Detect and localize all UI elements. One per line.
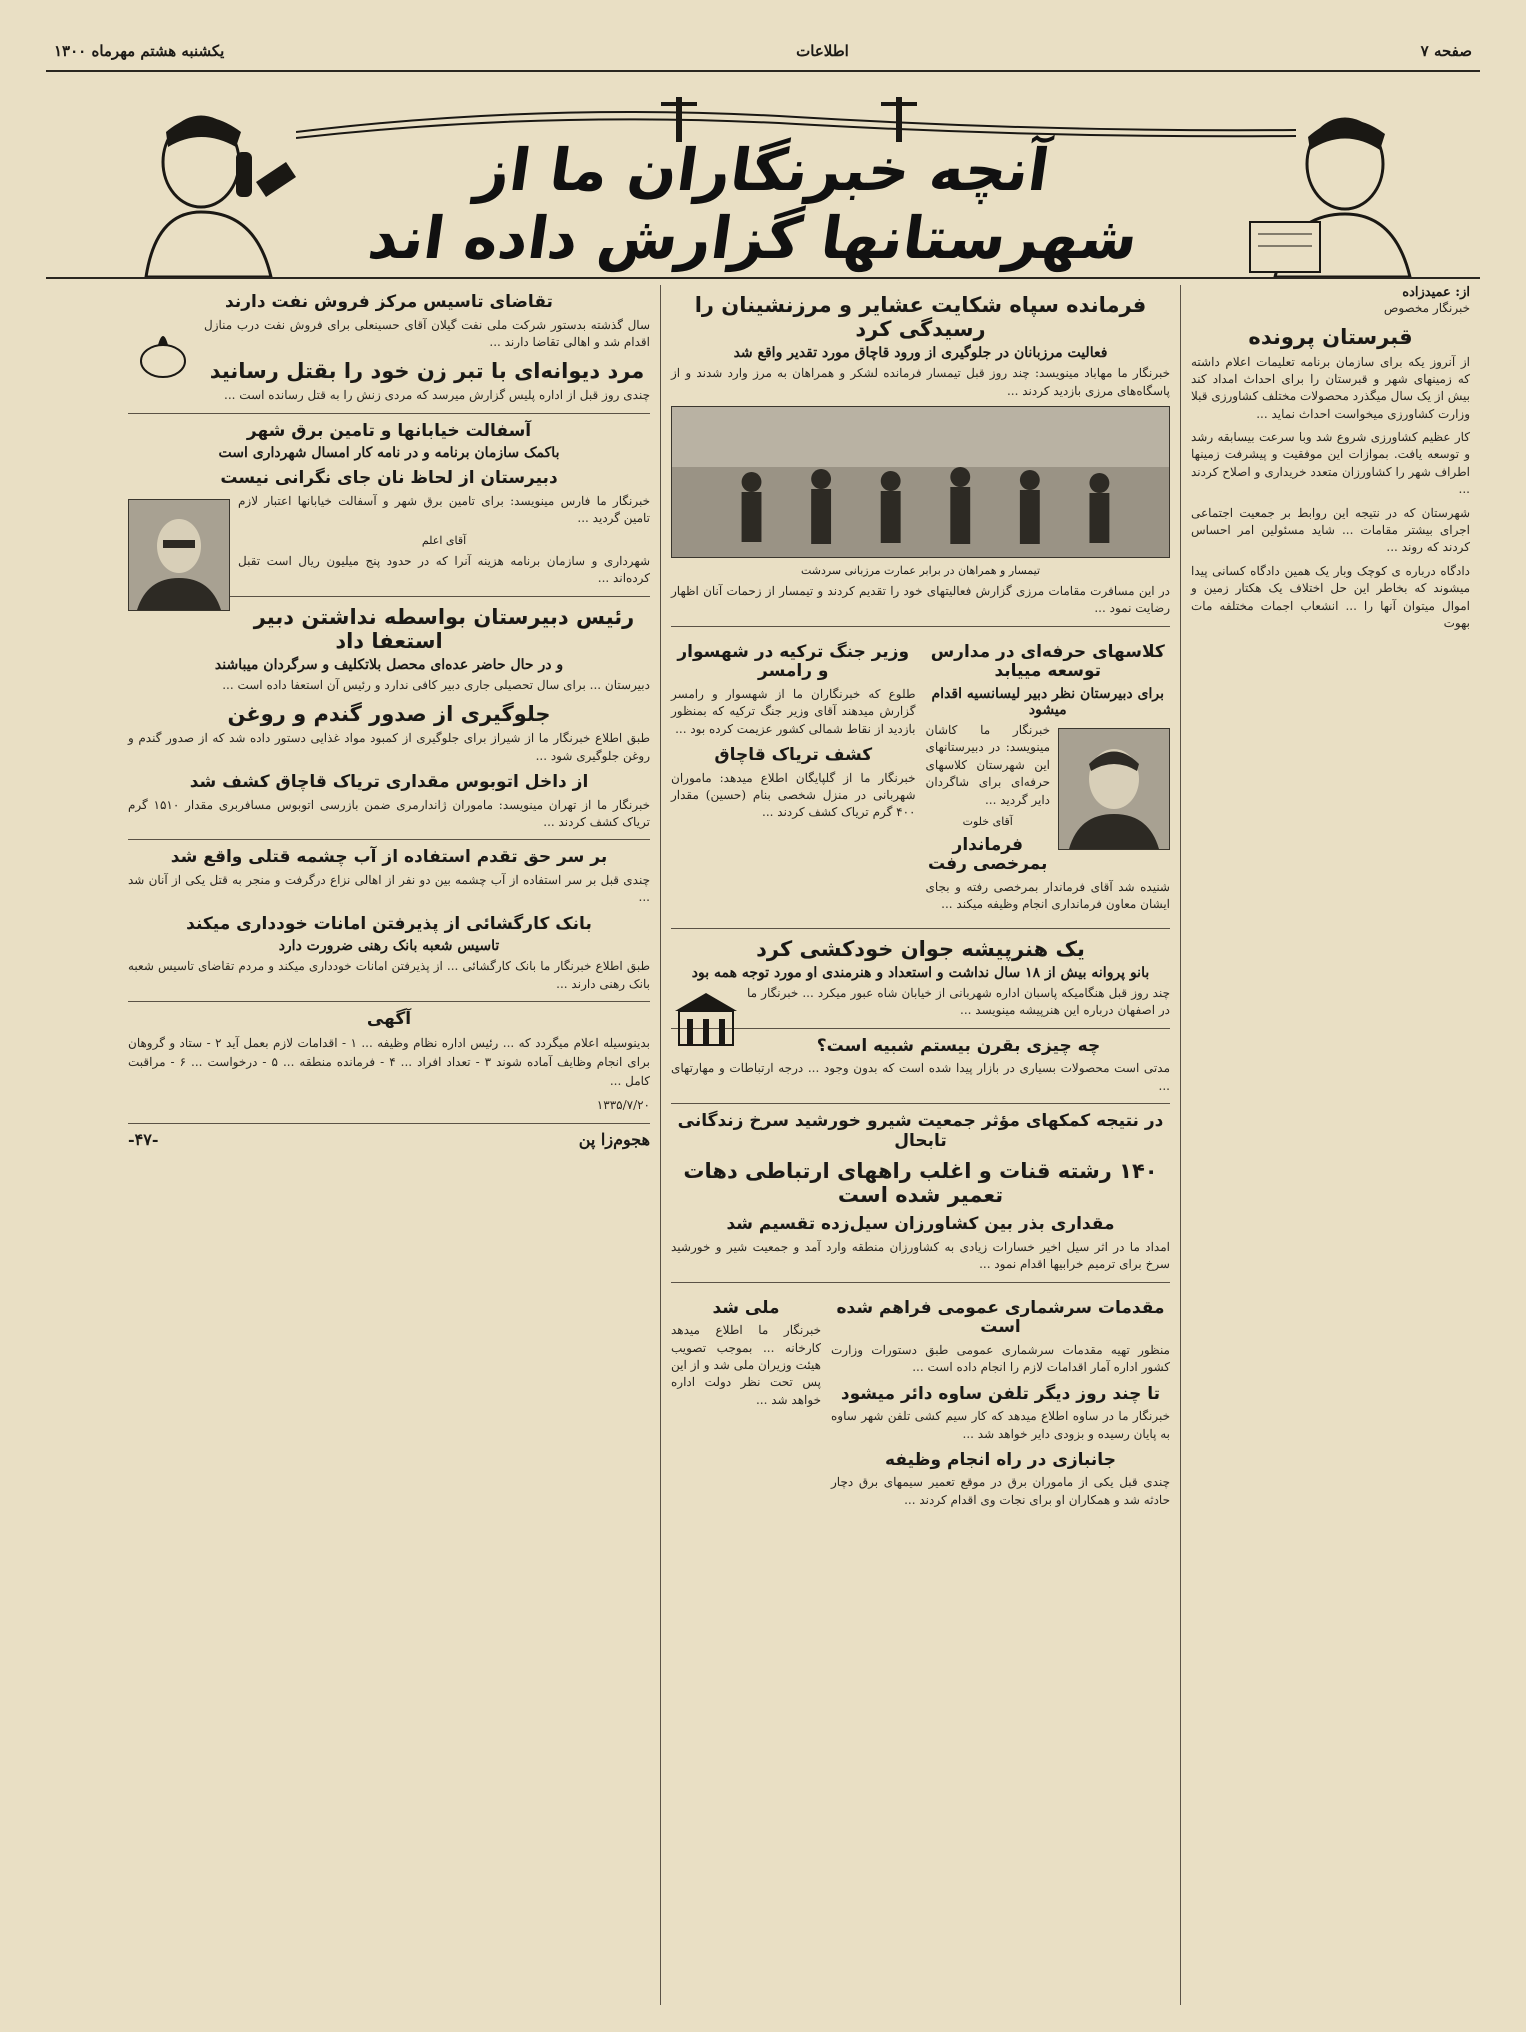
headline-commander: فرمانده سپاه شکایت عشایر و مرزنشینان را رسیدگی کرد (694, 293, 1147, 342)
headline-qanat-2: ۱۴۰ رشته قنات و اغلب راههای ارتباطی دهات تعمیر شده است (683, 1159, 1158, 1208)
divider (128, 839, 650, 840)
telephone-wires-illustration (296, 92, 1296, 142)
asphalt-paragraph: خبرنگار ما فارس مینویسد: برای تامین برق شهر و آسفالت خیابانها اعتبار لازم تامین گردید ... (238, 493, 650, 526)
headline-phone: تا چند روز دیگر تلفن ساوه دائر میشود (840, 1383, 1161, 1404)
divider (671, 626, 1170, 627)
page-number: صفحه ۷ (1420, 42, 1472, 60)
left-column (118, 285, 660, 2005)
bank-paragraph: طبق اطلاع خبرنگار ما بانک کارگشائی ... از پذیرفتن امانات خودداری میکند و مردم تقاضای تاسیس شعبه بانک رهنی دارند ... (128, 959, 650, 991)
divider (671, 1028, 1170, 1029)
notice-footer-number: -۴۷- (128, 1129, 159, 1149)
minister-paragraph: طلوع که خبرنگاران ما از شهسوار و رامسر گزارش میدهند آقای وزیر جنگ ترکیه که بمنظور بازدید از نقاط شمالی کشور عزیمت کرده بود ... (671, 686, 916, 736)
oil-paragraph: سال گذشته بدستور شرکت ملی نفت گیلان آقای حسینعلی برای فروش نفت درب منازل اقدام شد و اهالی تقاضا دارند ... (204, 317, 650, 349)
headline-principal: رئیس دبیرستان بواسطه نداشتن دبیر استعفا داد (253, 604, 635, 653)
headline-school-bread: دبیرستان از لحاظ نان جای نگرانی نیست (220, 468, 558, 489)
divider (671, 928, 1170, 929)
census-paragraph: منظور تهیه مقدمات سرشماری عمومی طبق دستورات وزارت کشور اداره آمار اقدامات لازم را انجام داده است ... (831, 1342, 1170, 1375)
classes-paragraph: خبرنگار ما کاشان مینویسد: در دبیرستانهای این شهرستان کلاسهای حرفه‌ای برای شاگردان دایر گردید ... (925, 722, 1050, 807)
cemetery-paragraph-3: شهرستان که در نتیجه این روابط بر جمعیت اجتماعی اجرای بیشتر مقامات ... شاید مسئولین امر احساس کردند که روند ... (1191, 505, 1470, 555)
phone-paragraph: خبرنگار ما در ساوه اطلاع میدهد که کار سیم کشی تلفن شهر ساوه به پایان رسیده و بزودی دایر خواهد شد ... (831, 1409, 1170, 1441)
lower-split (671, 1291, 1170, 1516)
notice-body: بدینوسیله اعلام میگردد که ... رئیس اداره نظام وظیفه ... ۱ - اقدامات لازم بعمل آید ۲ - ستاد و گروهان برای انجام وظایف آماده شوند ۳ - تعداد افراد ... ۴ - فرمانده منطقه ... ۵ - درخواست ... ۶ - مراقبت کامل ... (128, 1035, 650, 1089)
headline-qanat-3: مقداری بذر بین کشاورزان سیل‌زده تقسیم شد (726, 1214, 1115, 1235)
nationality-block (671, 1291, 821, 1516)
article-byline: از: عمیدزاده (1402, 285, 1470, 300)
official-photo (128, 499, 230, 611)
middle-column (660, 285, 1180, 2005)
divider (671, 1103, 1170, 1104)
headline-thing: چه چیزی بقرن بیستم شبیه است؟ (816, 1035, 1101, 1056)
thing-paragraph: مدتی است محصولات بسیاری در بازار پیدا شده است که بدون وجود ... درجه ارتباطات و مهارتهای ... (671, 1061, 1170, 1093)
census-block (831, 1291, 1170, 1516)
classes-minister-split (671, 635, 1170, 920)
portrait-caption: آقای خلوت (962, 814, 1013, 828)
notice-footer-label: هجوم‌زا پن (578, 1129, 650, 1149)
headline-spring-murder: بر سر حق تقدم استفاده از آب چشمه قتلی واقع شد (170, 847, 608, 868)
subhead-asphalt: باکمک سازمان برنامه و در نامه کار امسال شهرداری است (218, 445, 560, 462)
byline-role: خبرنگار مخصوص (1383, 301, 1470, 315)
subhead-principal: و در حال حاضر عده‌ای محصل بلاتکلیف و سرگردان میباشند (214, 656, 564, 673)
artist-paragraph: چند روز قبل هنگامیکه پاسبان اداره شهربانی از خیابان شاه عبور میکرد ... خبرنگار ما در اصفهان درباره این هنرپیشه مینویسد ... (747, 985, 1171, 1018)
subhead-artist: بانو پروانه بیش از ۱۸ سال نداشت و استعداد و هنرمندی او مورد توجه همه بود (691, 964, 1150, 981)
headline-qanat-1: در نتیجه کمکهای مؤثر جمعیت شیرو خورشید سرخ زندگانی تابحال (677, 1111, 1164, 1151)
nationality-paragraph: خبرنگار ما اطلاع میدهد کارخانه ... بموجب تصویب هیئت وزیران ملی شد و از این پس تحت نظر دولت اداره خواهد شد ... (671, 1323, 821, 1407)
headline-asphalt: آسفالت خیابانها و تامین برق شهر (246, 420, 532, 441)
headline-sacrifice: جانبازی در راه انجام وظیفه (885, 1449, 1116, 1470)
issue-date: یکشنبه هشتم مهرماه ۱۳۰۰ (54, 42, 225, 60)
headline-oil: تقاضای تاسیس مرکز فروش نفت دارند (225, 292, 553, 312)
classes-block (926, 635, 1171, 920)
subhead-classes: برای دبیرستان نظر دبیر لیسانسیه اقدام میشود (931, 685, 1164, 718)
headline-smuggle: کشف تریاک قاچاق (714, 745, 873, 766)
right-column (1180, 285, 1480, 2005)
oil-lamp-icon (128, 321, 198, 381)
reporter-writing-illustration (1230, 102, 1440, 277)
commander-photo-caption: تیمسار و همراهان در برابر عمارت مرزبانی سردشت (800, 564, 1041, 578)
headline-census: مقدمات سرشماری عمومی فراهم شده است (836, 1297, 1165, 1338)
headline-nationality: ملی شد (712, 1297, 780, 1318)
sacrifice-paragraph: چندی قبل یکی از ماموران برق در موقع تعمیر سیمهای برق دچار حادثه شد و همکاران او برای نجات وی اقدام کردند ... (831, 1475, 1170, 1507)
notice-footer (128, 1123, 650, 1149)
divider (128, 413, 650, 414)
subhead-bank: تاسیس شعبه بانک رهنی ضرورت دارد (278, 938, 500, 955)
notice-date: ۱۳۳۵/۷/۲۰ (596, 1098, 650, 1113)
headline-minister: وزیر جنگ ترکیه در شهسوار و رامسر (677, 641, 910, 682)
subhead-commander: فعالیت مرزبانان در جلوگیری از ورود قاچاق مورد تقدیر واقع شد (733, 345, 1108, 362)
portrait-icon (129, 500, 229, 610)
paper-name: اطلاعات (796, 42, 849, 60)
commander-photo (671, 406, 1170, 558)
official-photo-caption: آقای اعلم (421, 533, 467, 547)
group-photo-icon (672, 407, 1169, 557)
smuggle-paragraph: خبرنگار ما از گلپایگان اطلاع میدهد: ماموران شهربانی در منزل شخصی بنام (حسین) مقدار ۴۰۰ گرم تریاک کشف کردند ... (671, 770, 916, 820)
governor-paragraph: شنیده شد آقای فرماندار بمرخصی رفته و بجای ایشان معاون فرمانداری انجام وظیفه میکند ... (925, 879, 1170, 912)
cemetery-paragraph-1: از آنروز یکه برای سازمان برنامه تعلیمات اعلام داشته که زمینهای شهر و قبرستان را برای احداث امداد کند بیش از یک سال میگذرد محصولات مختلف کشاورزی قبلا وزارت کشاورزی میخواست احداث نماید ... (1190, 354, 1470, 421)
headline-classes: کلاسهای حرفه‌ای در مدارس توسعه مییابد (930, 641, 1165, 682)
cemetery-paragraph-4: دادگاه درباره ی کوچک وبار یک همین دادگاه کسانی پیدا میشوند که بخاطر این حل اختلاف یک هکتار زمین و اموال میتوان آنها را ... انشعاب اجمات مختلفه مات بهوت (1191, 563, 1470, 630)
notice-title: آگهی (366, 1009, 412, 1030)
headline-artist: یک هنرپیشه جوان خودکشی کرد (756, 936, 1085, 961)
reporter-on-phone-illustration (106, 102, 316, 277)
divider (671, 1282, 1170, 1283)
headline-cemetery: قبرستان پرونده (1248, 325, 1413, 350)
page-header (46, 30, 1480, 72)
section-banner (46, 72, 1480, 279)
minister-block (671, 635, 916, 920)
cemetery-paragraph-2: کار عظیم کشاورزی شروع شد وبا سرعت بیسابقه رشد و توسعه یافت. بموازات این موفقیت و پیشرفت زمینها اطراف شهر را کشاورزان متعدد خریداری و اصلاح کردند ... (1191, 430, 1470, 497)
madman-paragraph: چندی روز قبل از اداره پلیس گزارش میرسد که مردی زنش را به قتل رسانده است ... (224, 388, 650, 403)
portrait-photo (1058, 728, 1170, 850)
building-illustration-icon (671, 989, 741, 1049)
columns-container (46, 285, 1480, 2005)
headline-madman: مرد دیوانه‌ای با تبر زن خود را بقتل رسانید (209, 359, 645, 384)
headline-bus: از داخل اتوبوس مقداری تریاک قاچاق کشف شد (189, 772, 589, 793)
wheat-paragraph: طبق اطلاع خبرنگار ما از شیراز برای جلوگیری از کمبود مواد غذایی دستور داده شد که از صدور گندم و روغن جلوگیری شود ... (128, 731, 650, 763)
headline-governor: فرماندار بمرخصی رفت (928, 834, 1048, 875)
qanat-paragraph: امداد ما در اثر سیل اخیر خسارات زیادی به کشاورزان منطقه وارد آمد و جمعیت شیر و خورشید سرخ برای ترمیم خرابیها اقدام نمود ... (671, 1239, 1170, 1272)
divider (128, 1001, 650, 1002)
commander-paragraph-2: در این مسافرت مقامات مرزی گزارش فعالیتهای خود را تقدیم کردند و تیمسار از زحمات آنان اظهار رضایت نمود ... (671, 584, 1170, 616)
headline-bank: بانک کارگشائی از پذیرفتن امانات خودداری میکند (186, 913, 592, 934)
spring-murder-paragraph: چندی قبل بر سر استفاده از آب چشمه بین دو نفر از اهالی نزاع درگرفت و منجر به قتل یکی از آنان شد ... (128, 872, 650, 905)
principal-paragraph: دبیرستان ... برای سال تحصیلی جاری دبیر کافی ندارد و رئیس آن استعفا داده است ... (222, 677, 650, 692)
portrait-icon (1059, 729, 1169, 849)
bus-paragraph: خبرنگار ما از تهران مینویسد: ماموران ژاندارمری ضمن بازرسی اتوبوس مسافربری مقدار ۱۵۱۰ گرم تریاک کشف کردند ... (128, 797, 651, 830)
banner-title: آنچه خبرنگاران ما از شهرستانها گزارش داده اند (364, 136, 1143, 272)
headline-wheat: جلوگیری از صدور گندم و روغن (227, 702, 551, 727)
commander-paragraph: خبرنگار ما مهاباد مینویسد: چند روز قبل تیمسار فرمانده لشکر و همراهان به مرز وارد شدند و از پاسگاه‌های مرزی بازدید کردند ... (671, 366, 1170, 398)
asphalt-paragraph-2: شهرداری و سازمان برنامه هزینه آنرا که در حدود پنج میلیون ریال است تقبل کرده‌اند ... (238, 553, 650, 586)
